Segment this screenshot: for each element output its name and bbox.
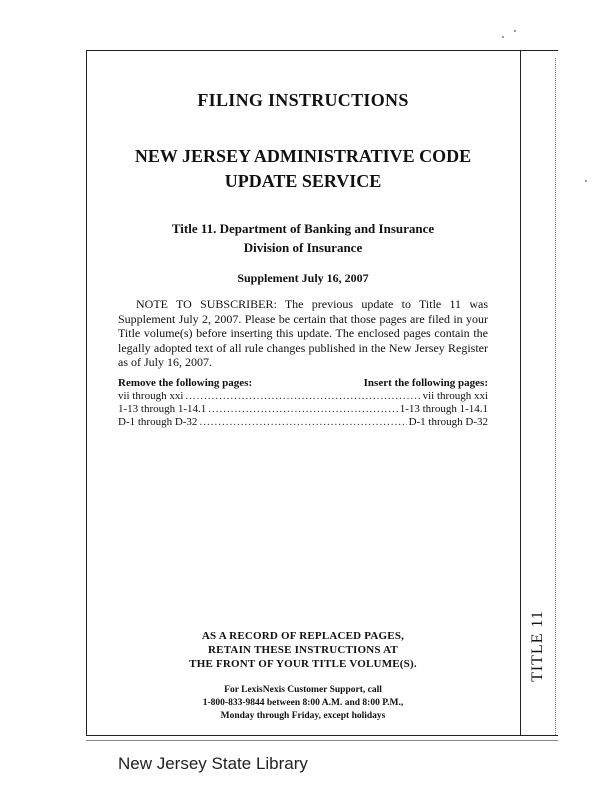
record-line: RETAIN THESE INSTRUCTIONS AT bbox=[208, 644, 398, 656]
table-row bbox=[118, 403, 488, 416]
frame-bottom-rule bbox=[86, 735, 558, 736]
support-line: For LexisNexis Customer Support, call bbox=[224, 685, 382, 695]
code-title bbox=[118, 144, 488, 194]
insert-cell: D-1 through D-32 bbox=[408, 416, 488, 428]
page-title: FILING INSTRUCTIONS bbox=[197, 90, 409, 110]
record-notice bbox=[118, 629, 488, 671]
record-line: AS A RECORD OF REPLACED PAGES, bbox=[201, 630, 405, 642]
code-title-line: UPDATE SERVICE bbox=[224, 171, 382, 191]
insert-cell: 1-13 through 1-14.1 bbox=[399, 403, 488, 415]
remove-header: Remove the following pages: bbox=[118, 377, 253, 389]
code-title-line: NEW JERSEY ADMINISTRATIVE CODE bbox=[134, 146, 472, 166]
pages-table bbox=[118, 377, 488, 429]
table-row bbox=[118, 390, 488, 403]
supplement-date: Supplement July 16, 2007 bbox=[237, 271, 369, 285]
support-hours: Monday through Friday, except holidays bbox=[220, 711, 386, 721]
support-phone: 1-800-833-9844 between 8:00 A.M. and 8:00 P.M., bbox=[202, 698, 404, 708]
dot-leader bbox=[199, 416, 406, 429]
title-side-tab bbox=[525, 602, 551, 690]
side-tab-label: TITLE 11 bbox=[529, 610, 546, 682]
insert-cell: vii through xxi bbox=[422, 390, 488, 402]
remove-cell: D-1 through D-32 bbox=[118, 416, 198, 428]
remove-cell: vii through xxi bbox=[118, 390, 184, 402]
dot-leader bbox=[185, 390, 420, 403]
department-line: Title 11. Department of Banking and Insurance bbox=[171, 221, 435, 236]
subscriber-note: NOTE TO SUBSCRIBER: The previous update to Title 11 was Supplement July 2, 2007. Please be certain that those pages are filed in your Title volume(s) before inserting this update. The enclosed pages contain the legally adopted text of all rule changes published in the New Jersey Register as of July 16, 2007. bbox=[118, 297, 488, 369]
division-line: Division of Insurance bbox=[243, 240, 363, 255]
record-line: THE FRONT OF YOUR TITLE VOLUME(S). bbox=[189, 658, 417, 670]
department-heading bbox=[118, 219, 488, 257]
frame-left-rule bbox=[86, 50, 87, 735]
scan-speck bbox=[514, 30, 516, 32]
dot-leader bbox=[208, 403, 397, 416]
scan-speck bbox=[585, 180, 587, 182]
library-stamp: New Jersey State Library bbox=[118, 754, 308, 773]
tab-divider-rule bbox=[520, 50, 521, 735]
insert-header: Insert the following pages: bbox=[363, 377, 488, 389]
customer-support bbox=[118, 684, 488, 723]
pages-table-header bbox=[118, 377, 488, 390]
table-row bbox=[118, 416, 488, 429]
remove-cell: 1-13 through 1-14.1 bbox=[118, 403, 207, 415]
frame-top-rule bbox=[86, 50, 558, 51]
frame-bottom-rule-secondary bbox=[86, 740, 558, 741]
scan-speck bbox=[502, 36, 504, 38]
frame-right-rule bbox=[555, 58, 556, 735]
